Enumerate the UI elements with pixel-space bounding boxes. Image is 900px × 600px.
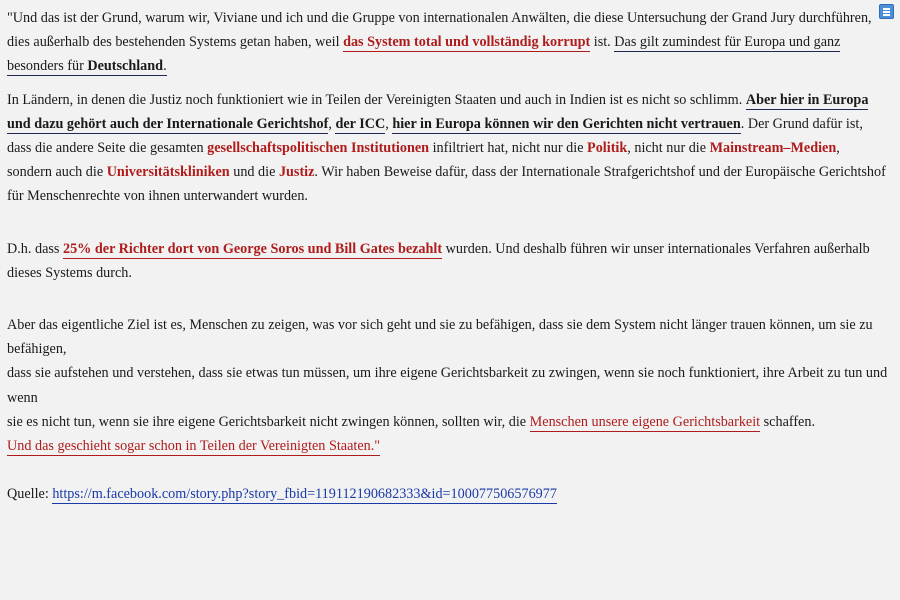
text: Das gilt zumindest für Europa und ganz besonders für <box>7 34 841 75</box>
text: infiltriert hat, nicht nur die <box>429 140 588 157</box>
highlight-red: Mainstream–Medien <box>709 140 837 157</box>
text: . Der Grund dafür ist, dass die andere Seite die gesamten <box>7 115 863 157</box>
bold-underlined-text: der ICC <box>335 115 386 132</box>
text: , nicht nur die <box>627 140 710 157</box>
text: , <box>328 115 336 132</box>
text: "Und das ist der Grund, warum wir, Viviane und ich und die Gruppe von internationalen Anwälten, die diese Untersuchung der Grand Jury durchführen, dies außerhalb des bestehenden Systems getan haben, weil <box>7 10 872 51</box>
text: schaffen. <box>760 413 815 430</box>
text: dass sie aufstehen und verstehen, dass sie etwas tun müssen, um ihre eigene Gerichtsbarkeit zu zwingen, wenn sie noch funktioniert, ihre Arbeit zu tun und wenn <box>7 365 888 406</box>
bold-underlined-text: Aber hier in Europa und dazu gehört auch der Internationale Gerichtshof <box>7 91 869 132</box>
text: Aber das eigentliche Ziel ist es, Menschen zu zeigen, was vor sich geht und sie zu befähigen, dass sie dem System nicht länger trauen können, um sie zu befähigen, <box>7 317 873 358</box>
bold-underlined-text: hier in Europa können wir den Gerichten nicht vertrauen <box>392 115 741 132</box>
text: D.h. dass <box>7 240 63 257</box>
text: . Wir haben Beweise dafür, dass der Internationale Strafgerichtshof und der Europäische Gerichtshof für Menschenrechte von ihnen unterwandert wurden. <box>7 164 886 205</box>
source-line <box>7 482 888 506</box>
highlight-red: Justiz <box>278 164 315 181</box>
paragraph-3 <box>7 237 888 285</box>
bold-text: Deutschland <box>87 58 164 75</box>
highlight-red: 25% der Richter dort von George Soros und Bill Gates bezahlt <box>62 240 443 257</box>
text: wurden. Und deshalb führen wir unser internationales Verfahren außerhalb dieses Systems durch. <box>7 240 870 281</box>
highlight-red: gesellschaftspolitischen Institutionen <box>207 140 430 157</box>
text: und die <box>229 164 279 181</box>
highlight-red: Menschen unsere eigene Gerichtsbarkeit <box>529 413 761 430</box>
paragraph-2 <box>7 88 888 209</box>
text: . <box>163 58 167 75</box>
text: sie es nicht tun, wenn sie ihre eigene Gerichtsbarkeit nicht zwingen können, sollten wir, die <box>7 413 530 430</box>
source-link[interactable]: https://m.facebook.com/story.php?story_fbid=119112190682333&id=100077506576977 <box>52 486 557 503</box>
source-label: Quelle: <box>7 486 53 503</box>
text: In Ländern, in denen die Justiz noch funktioniert wie in Teilen der Vereinigten Staaten und auch in Indien ist es nicht so schlimm. <box>7 91 746 108</box>
paragraph-4 <box>7 313 888 458</box>
highlight-red: Universitätskliniken <box>106 164 230 181</box>
highlight-red: Und das geschieht sogar schon in Teilen der Vereinigten Staaten." <box>7 438 381 455</box>
text: , <box>385 115 393 132</box>
menu-icon[interactable] <box>879 4 894 19</box>
highlight-red: das System total und vollständig korrupt <box>343 34 591 51</box>
text: , sondern auch die <box>7 140 840 181</box>
text: ist. <box>590 34 615 51</box>
paragraph-1 <box>7 6 888 79</box>
highlight-red: Politik <box>587 140 628 157</box>
